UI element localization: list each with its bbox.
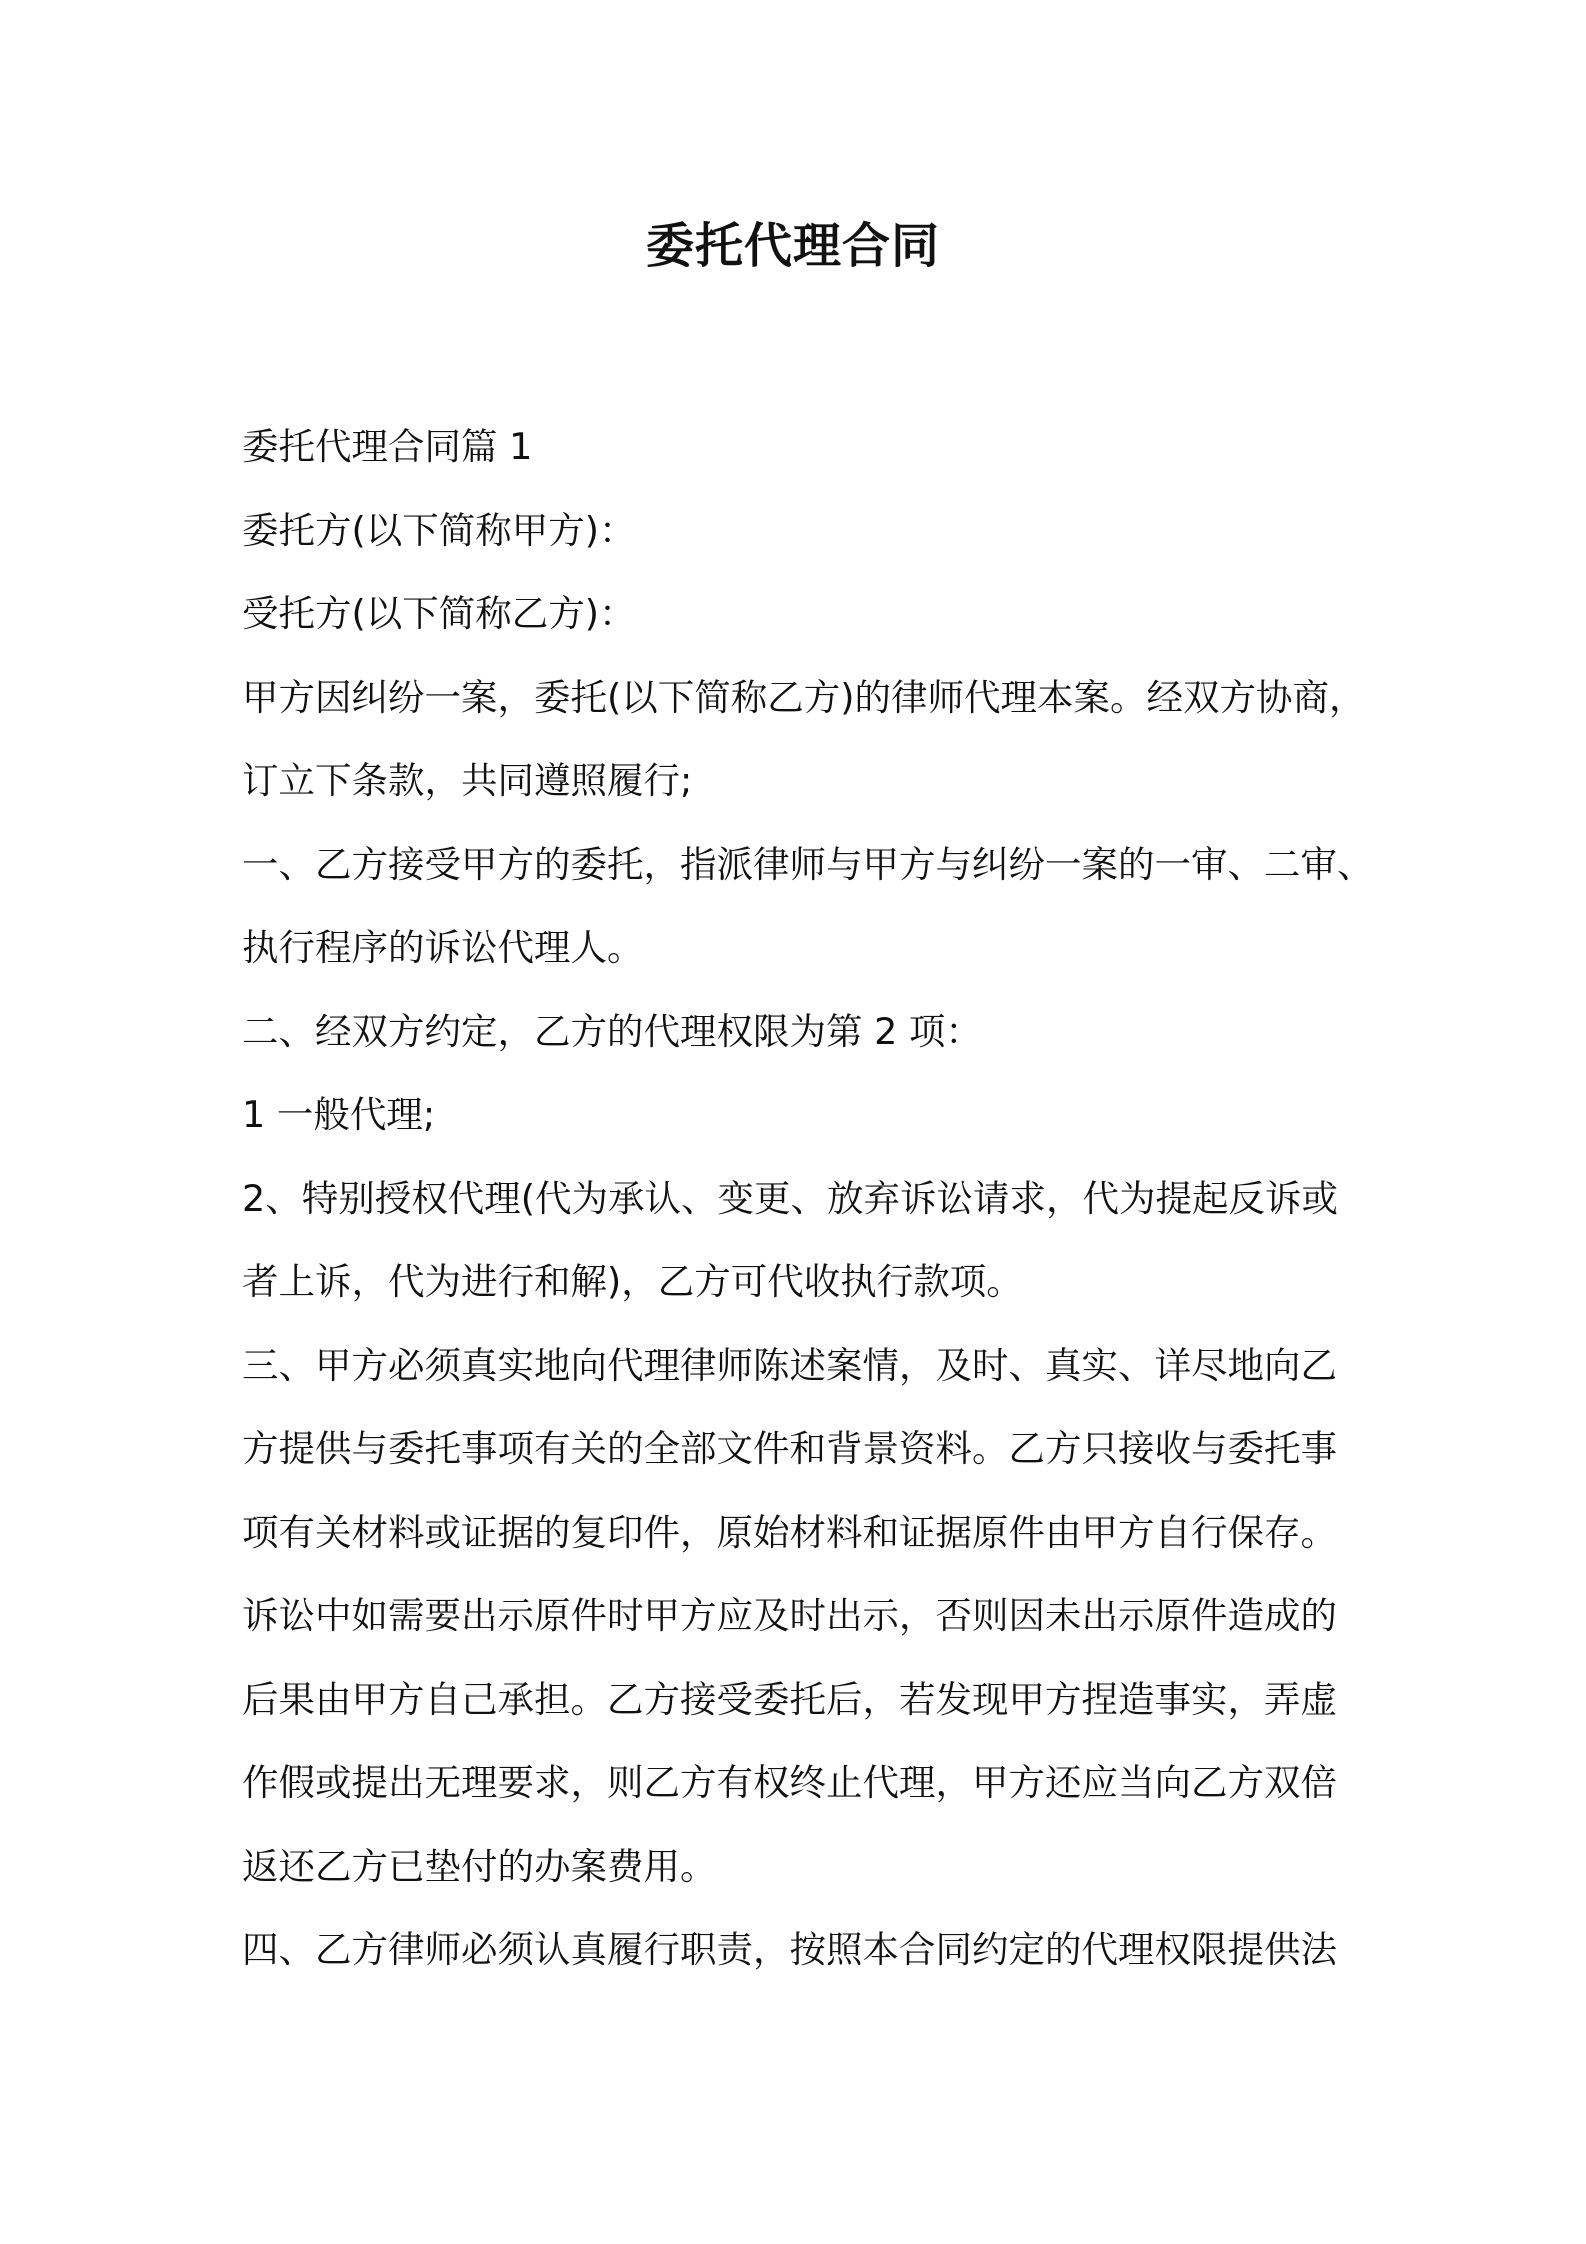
principal-line: 委托方(以下简称甲方)： bbox=[242, 508, 636, 552]
body-line: 甲方因纠纷一案，委托(以下简称乙方)的律师代理本案。经双方协商， bbox=[242, 675, 1366, 719]
clause-3-line: 作假或提出无理要求，则乙方有权终止代理，甲方还应当向乙方双倍 bbox=[242, 1761, 1337, 1804]
clause-3-line: 返还乙方已垫付的办案费用。 bbox=[242, 1844, 717, 1888]
clause-1-line: 执行程序的诉讼代理人。 bbox=[242, 926, 644, 969]
section-heading: 委托代理合同篇 1 bbox=[242, 425, 533, 468]
clause-2-item-2: 者上诉，代为进行和解)，乙方可代收执行款项。 bbox=[242, 1260, 1023, 1303]
clause-3-line: 后果由甲方自己承担。乙方接受委托后，若发现甲方捏造事实，弄虚 bbox=[242, 1677, 1337, 1721]
clause-3-line: 方提供与委托事项有关的全部文件和背景资料。乙方只接收与委托事 bbox=[242, 1427, 1337, 1470]
clause-3-line: 项有关材料或证据的复印件，原始材料和证据原件由甲方自行保存。 bbox=[242, 1510, 1337, 1554]
agent-line: 受托方(以下简称乙方)： bbox=[242, 592, 636, 635]
clause-2-item-1: 1 一般代理; bbox=[242, 1093, 436, 1136]
clause-2-line: 二、经双方约定，乙方的代理权限为第 2 项： bbox=[242, 1009, 982, 1053]
clause-4-line: 四、乙方律师必须认真履行职责，按照本合同约定的代理权限提供法 bbox=[242, 1928, 1337, 1971]
document-title: 委托代理合同 bbox=[645, 218, 940, 274]
body-line: 订立下条款，共同遵照履行; bbox=[242, 759, 693, 802]
document-body bbox=[242, 405, 1374, 1992]
clause-2-item-2: 2、特别授权代理(代为承认、变更、放弃诉讼请求，代为提起反诉或 bbox=[242, 1176, 1338, 1220]
clause-3-line: 三、甲方必须真实地向代理律师陈述案情，及时、真实、详尽地向乙 bbox=[242, 1343, 1337, 1387]
clause-3-line: 诉讼中如需要出示原件时甲方应及时出示，否则因未出示原件造成的 bbox=[242, 1594, 1337, 1637]
clause-1-line: 一、乙方接受甲方的委托，指派律师与甲方与纠纷一案的一审、二审、 bbox=[242, 842, 1374, 886]
